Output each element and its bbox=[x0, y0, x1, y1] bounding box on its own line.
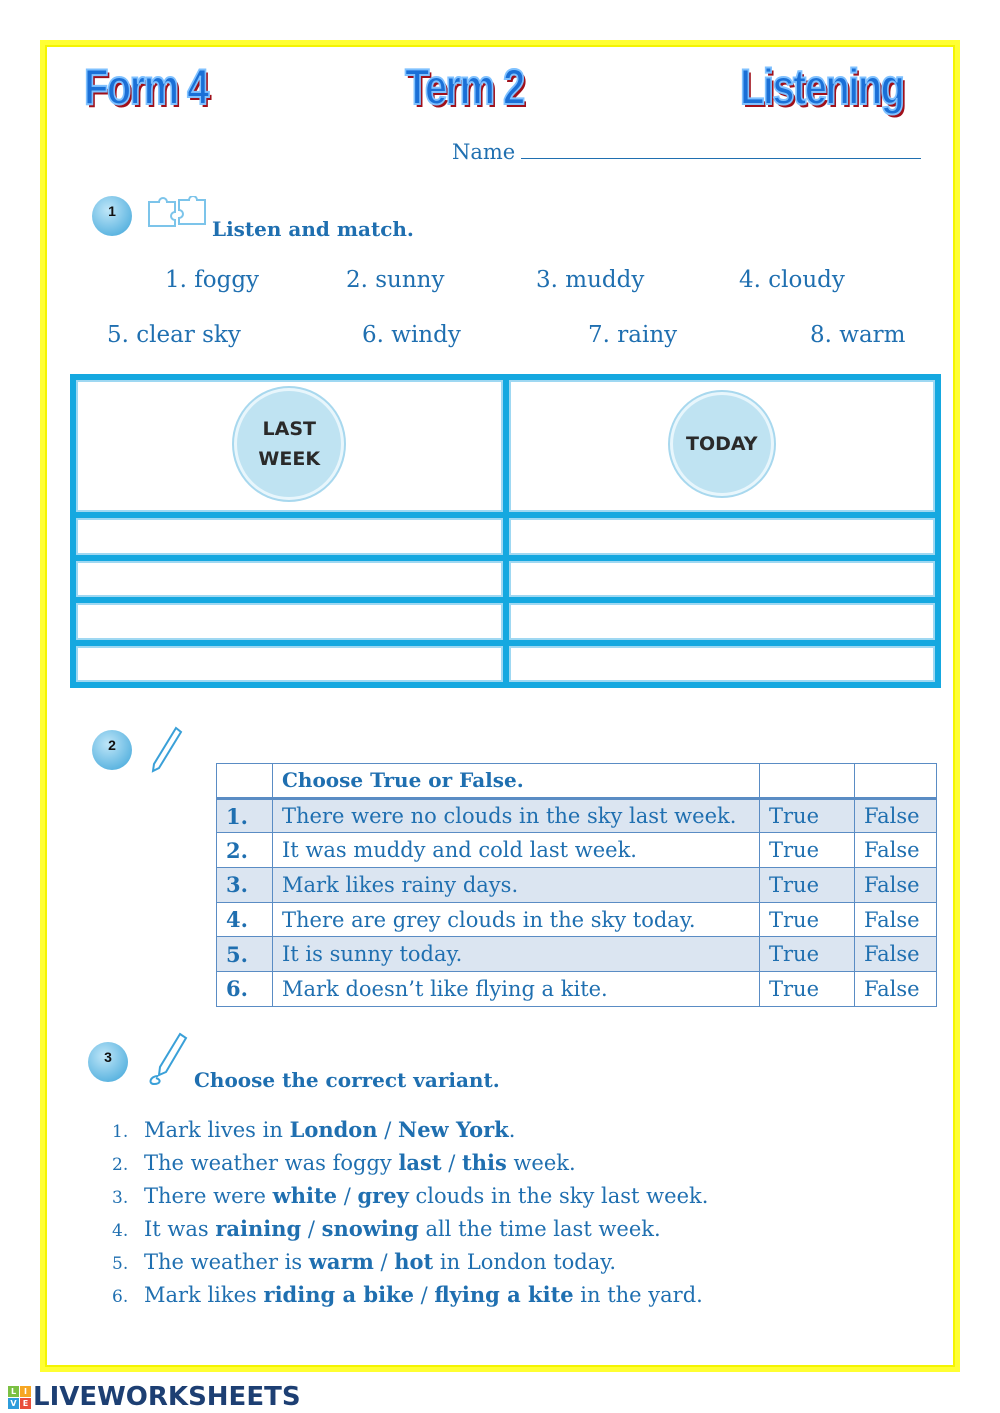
header-blank bbox=[855, 764, 937, 799]
separator: / bbox=[373, 1250, 395, 1274]
list-item bbox=[112, 1216, 708, 1249]
true-option[interactable]: True bbox=[760, 902, 855, 937]
statement: It is sunny today. bbox=[273, 937, 760, 972]
row-number: 4. bbox=[217, 902, 273, 937]
item-number: 2. bbox=[112, 1155, 129, 1175]
separator: / bbox=[377, 1118, 398, 1142]
true-option[interactable]: True bbox=[760, 798, 855, 833]
separator: / bbox=[441, 1151, 462, 1175]
table-row bbox=[217, 937, 937, 972]
table-row bbox=[217, 972, 937, 1007]
option-a[interactable]: raining bbox=[215, 1216, 302, 1241]
section-1-badge: 1 bbox=[92, 196, 132, 236]
false-option[interactable]: False bbox=[855, 937, 937, 972]
text: all the time last week. bbox=[418, 1217, 661, 1241]
pencil-writing-icon bbox=[146, 1030, 190, 1088]
word-item: 5. clear sky bbox=[107, 322, 241, 348]
table-row bbox=[217, 902, 937, 937]
row-number: 6. bbox=[217, 972, 273, 1007]
option-a[interactable]: white bbox=[272, 1183, 338, 1208]
text: There were bbox=[144, 1184, 273, 1208]
header-blank bbox=[760, 764, 855, 799]
logo-letter: E bbox=[20, 1398, 31, 1409]
statement: There are grey clouds in the sky today. bbox=[273, 902, 760, 937]
puzzle-icon bbox=[146, 196, 208, 230]
answer-cell[interactable] bbox=[509, 561, 936, 598]
separator: / bbox=[337, 1184, 358, 1208]
answer-cell[interactable] bbox=[509, 646, 936, 683]
answer-cell[interactable] bbox=[76, 518, 503, 555]
row-number: 2. bbox=[217, 833, 273, 868]
text: week. bbox=[506, 1151, 576, 1175]
word-item: 4. cloudy bbox=[739, 267, 845, 293]
name-line[interactable] bbox=[521, 141, 921, 159]
skill-title: Listening bbox=[740, 59, 904, 115]
last-week-header bbox=[76, 380, 503, 512]
answer-cell[interactable] bbox=[76, 646, 503, 683]
section-1-instruction: Listen and match. bbox=[212, 217, 414, 241]
false-option[interactable]: False bbox=[855, 972, 937, 1007]
section-2-badge: 2 bbox=[92, 730, 132, 770]
true-option[interactable]: True bbox=[760, 868, 855, 903]
option-a[interactable]: last bbox=[398, 1150, 442, 1175]
form-title: Form 4 bbox=[84, 59, 208, 115]
text: Mark lives in bbox=[144, 1118, 290, 1142]
last-week-stamp: LAST WEEK bbox=[234, 388, 344, 500]
row-number: 1. bbox=[217, 798, 273, 833]
false-option[interactable]: False bbox=[855, 868, 937, 903]
option-a[interactable]: riding a bike bbox=[263, 1282, 414, 1307]
text: in the yard. bbox=[573, 1283, 703, 1307]
option-b[interactable]: hot bbox=[394, 1249, 434, 1274]
true-false-table bbox=[216, 763, 937, 1007]
text: It was bbox=[144, 1217, 216, 1241]
option-b[interactable]: New York bbox=[398, 1117, 509, 1142]
logo-letter: V bbox=[8, 1398, 19, 1409]
option-b[interactable]: grey bbox=[357, 1183, 409, 1208]
item-number: 6. bbox=[112, 1287, 129, 1307]
row-number: 3. bbox=[217, 868, 273, 903]
answer-cell[interactable] bbox=[76, 561, 503, 598]
liveworksheets-logo[interactable] bbox=[8, 1382, 301, 1412]
section-2-instruction: Choose True or False. bbox=[273, 764, 760, 799]
table-row bbox=[217, 868, 937, 903]
list-item bbox=[112, 1249, 708, 1282]
list-item bbox=[112, 1282, 708, 1315]
option-a[interactable]: London bbox=[289, 1117, 378, 1142]
statement: It was muddy and cold last week. bbox=[273, 833, 760, 868]
logo-mark bbox=[8, 1386, 31, 1409]
item-number: 1. bbox=[112, 1122, 129, 1142]
logo-text: LIVEWORKSHEETS bbox=[33, 1382, 301, 1412]
logo-letter: L bbox=[8, 1386, 19, 1397]
text: The weather was foggy bbox=[144, 1151, 399, 1175]
name-label: Name bbox=[452, 140, 516, 164]
section-3-badge: 3 bbox=[88, 1042, 128, 1082]
statement: Mark doesn’t like flying a kite. bbox=[273, 972, 760, 1007]
text: in London today. bbox=[433, 1250, 617, 1274]
match-table bbox=[70, 374, 941, 688]
today-header bbox=[509, 380, 936, 512]
answer-cell[interactable] bbox=[509, 603, 936, 640]
section-3-instruction: Choose the correct variant. bbox=[194, 1068, 500, 1092]
text: The weather is bbox=[144, 1250, 309, 1274]
variant-list bbox=[112, 1117, 708, 1315]
item-number: 3. bbox=[112, 1188, 129, 1208]
today-stamp: TODAY bbox=[670, 392, 774, 496]
answer-cell[interactable] bbox=[509, 518, 936, 555]
separator: / bbox=[413, 1283, 435, 1307]
list-item bbox=[112, 1117, 708, 1150]
word-item: 1. foggy bbox=[165, 267, 260, 293]
statement: Mark likes rainy days. bbox=[273, 868, 760, 903]
list-item bbox=[112, 1150, 708, 1183]
word-item: 2. sunny bbox=[346, 267, 445, 293]
option-b[interactable]: this bbox=[462, 1150, 507, 1175]
text: Mark likes bbox=[144, 1283, 264, 1307]
word-item: 8. warm bbox=[810, 322, 906, 348]
text: clouds in the sky last week. bbox=[408, 1184, 709, 1208]
table-row bbox=[217, 833, 937, 868]
false-option[interactable]: False bbox=[855, 798, 937, 833]
separator: / bbox=[301, 1217, 322, 1241]
name-field[interactable] bbox=[452, 140, 921, 164]
true-option[interactable]: True bbox=[760, 833, 855, 868]
item-number: 4. bbox=[112, 1221, 129, 1241]
false-option[interactable]: False bbox=[855, 833, 937, 868]
word-item: 3. muddy bbox=[536, 267, 645, 293]
word-item: 6. windy bbox=[362, 322, 461, 348]
table-row bbox=[217, 798, 937, 833]
true-option[interactable]: True bbox=[760, 972, 855, 1007]
header-blank bbox=[217, 764, 273, 799]
row-number: 5. bbox=[217, 937, 273, 972]
statement: There were no clouds in the sky last week. bbox=[273, 798, 760, 833]
logo-letter: I bbox=[20, 1386, 31, 1397]
text: . bbox=[508, 1118, 516, 1142]
term-title: Term 2 bbox=[405, 59, 524, 115]
answer-cell[interactable] bbox=[76, 603, 503, 640]
list-item bbox=[112, 1183, 708, 1216]
option-b[interactable]: snowing bbox=[321, 1216, 419, 1241]
false-option[interactable]: False bbox=[855, 902, 937, 937]
word-item: 7. rainy bbox=[588, 322, 678, 348]
option-a[interactable]: warm bbox=[308, 1249, 374, 1274]
option-b[interactable]: flying a kite bbox=[434, 1282, 574, 1307]
true-option[interactable]: True bbox=[760, 937, 855, 972]
item-number: 5. bbox=[112, 1254, 129, 1274]
pencil-icon bbox=[148, 724, 184, 774]
